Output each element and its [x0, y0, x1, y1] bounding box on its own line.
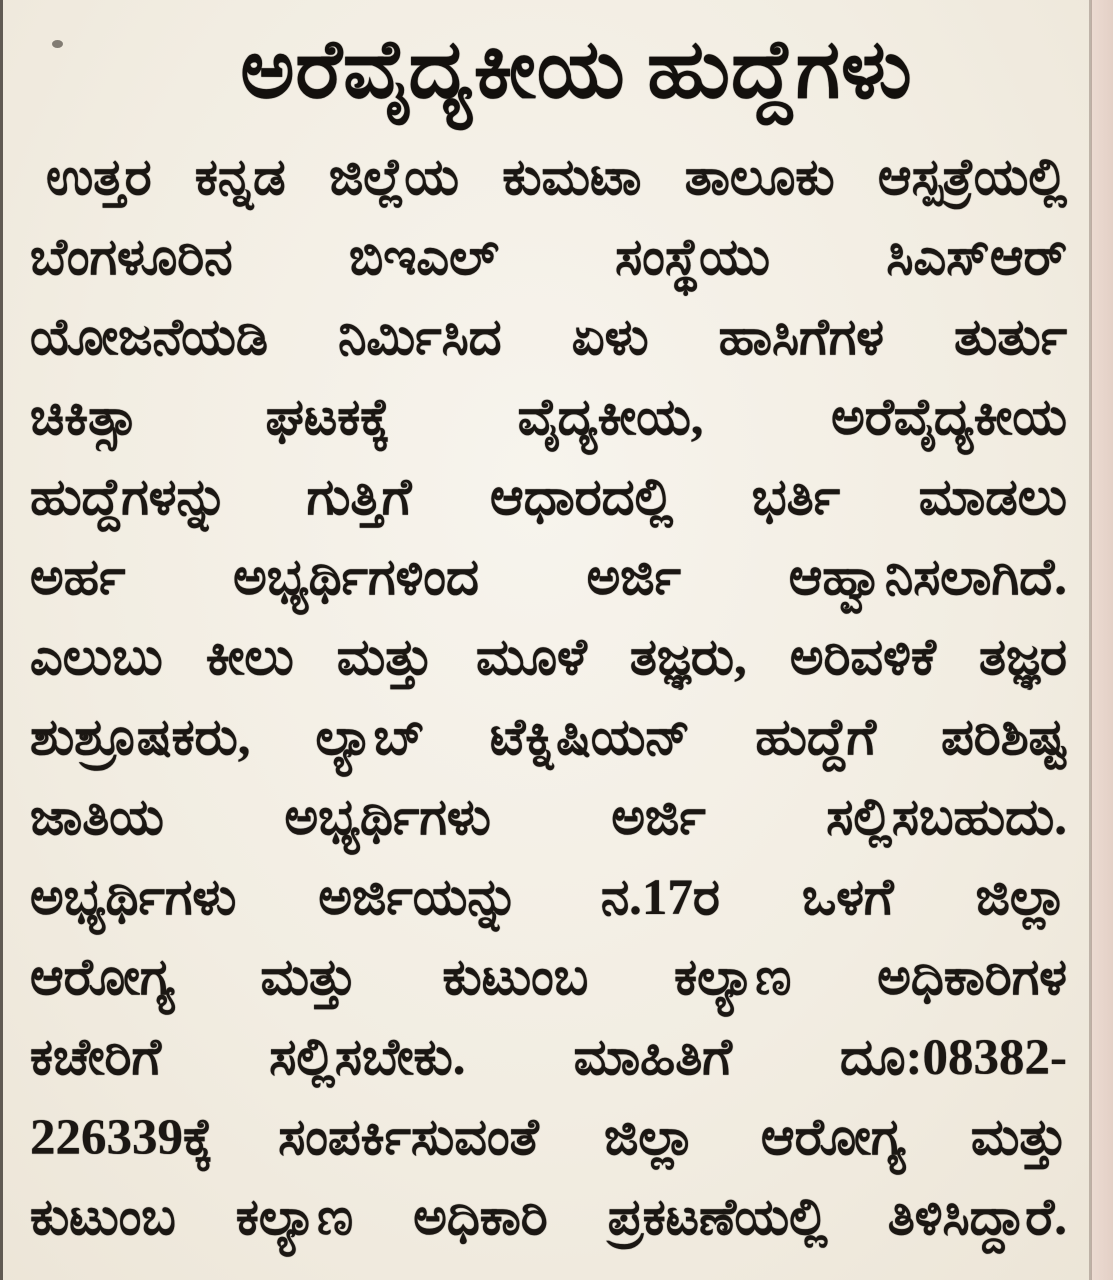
- article-line: ಆರೋಗ್ಯ ಮತ್ತು ಕುಟುಂಬ ಕಲ್ಯಾಣ ಅಧಿಕಾರಿಗಳ: [30, 950, 1067, 1006]
- article-line: ಅಭ್ಯರ್ಥಿಗಳು ಅರ್ಜಿಯನ್ನು ನ.17ರ ಒಳಗೆ ಜಿಲ್ಲಾ: [30, 870, 1067, 926]
- scan-speck: [52, 40, 63, 48]
- article-line: ಬೆಂಗಳೂರಿನ ಬಿಇಎಲ್ ಸಂಸ್ಥೆಯು ಸಿಎಸ್‌ಆರ್: [30, 230, 1067, 286]
- scan-edge-left: [0, 0, 3, 1280]
- article-line: ಚಿಕಿತ್ಸಾ ಘಟಕಕ್ಕೆ ವೈದ್ಯಕೀಯ, ಅರೆವೈದ್ಯಕೀಯ: [30, 390, 1067, 446]
- article-title: ಅರೆವೈದ್ಯಕೀಯ ಹುದ್ದೆಗಳು: [240, 24, 913, 115]
- article-line: 226339ಕ್ಕೆ ಸಂಪರ್ಕಿಸುವಂತೆ ಜಿಲ್ಲಾ ಆರೋಗ್ಯ ಮತ್ತು: [30, 1110, 1067, 1166]
- article-line: ಕಚೇರಿಗೆ ಸಲ್ಲಿಸಬೇಕು. ಮಾಹಿತಿಗೆ ದೂ:08382-: [30, 1030, 1067, 1086]
- article-body: [0, 130, 1113, 1258]
- article-line: ಉತ್ತರ ಕನ್ನಡ ಜಿಲ್ಲೆಯ ಕುಮಟಾ ತಾಲೂಕು ಆಸ್ಪತ್ರೆಯಲ್ಲಿ: [46, 150, 1067, 206]
- article-line: ಹುದ್ದೆಗಳನ್ನು ಗುತ್ತಿಗೆ ಆಧಾರದಲ್ಲಿ ಭರ್ತಿ ಮಾಡಲು: [30, 470, 1067, 526]
- scan-edge-right-band: [1091, 0, 1113, 1280]
- article-line: ಎಲುಬು ಕೀಲು ಮತ್ತು ಮೂಳೆ ತಜ್ಞರು, ಅರಿವಳಿಕೆ ತಜ್ಞರ: [30, 630, 1067, 686]
- article-line: ಶುಶ್ರೂಷಕರು, ಲ್ಯಾಬ್ ಟೆಕ್ನಿಷಿಯನ್ ಹುದ್ದೆಗೆ ಪರಿಶಿಷ್ಟ: [30, 710, 1067, 766]
- article-line: ಅರ್ಹ ಅಭ್ಯರ್ಥಿಗಳಿಂದ ಅರ್ಜಿ ಆಹ್ವಾನಿಸಲಾಗಿದೆ.: [30, 550, 1067, 606]
- article-line: ಜಾತಿಯ ಅಭ್ಯರ್ಥಿಗಳು ಅರ್ಜಿ ಸಲ್ಲಿಸಬಹುದು.: [30, 790, 1067, 846]
- scan-edge-right-line: [1089, 0, 1092, 1280]
- article-line: ಕುಟುಂಬ ಕಲ್ಯಾಣ ಅಧಿಕಾರಿ ಪ್ರಕಟಣೆಯಲ್ಲಿ ತಿಳಿಸಿದ್ದಾರೆ.: [30, 1190, 1067, 1246]
- article-line: ಯೋಜನೆಯಡಿ ನಿರ್ಮಿಸಿದ ಏಳು ಹಾಸಿಗೆಗಳ ತುರ್ತು: [30, 310, 1067, 366]
